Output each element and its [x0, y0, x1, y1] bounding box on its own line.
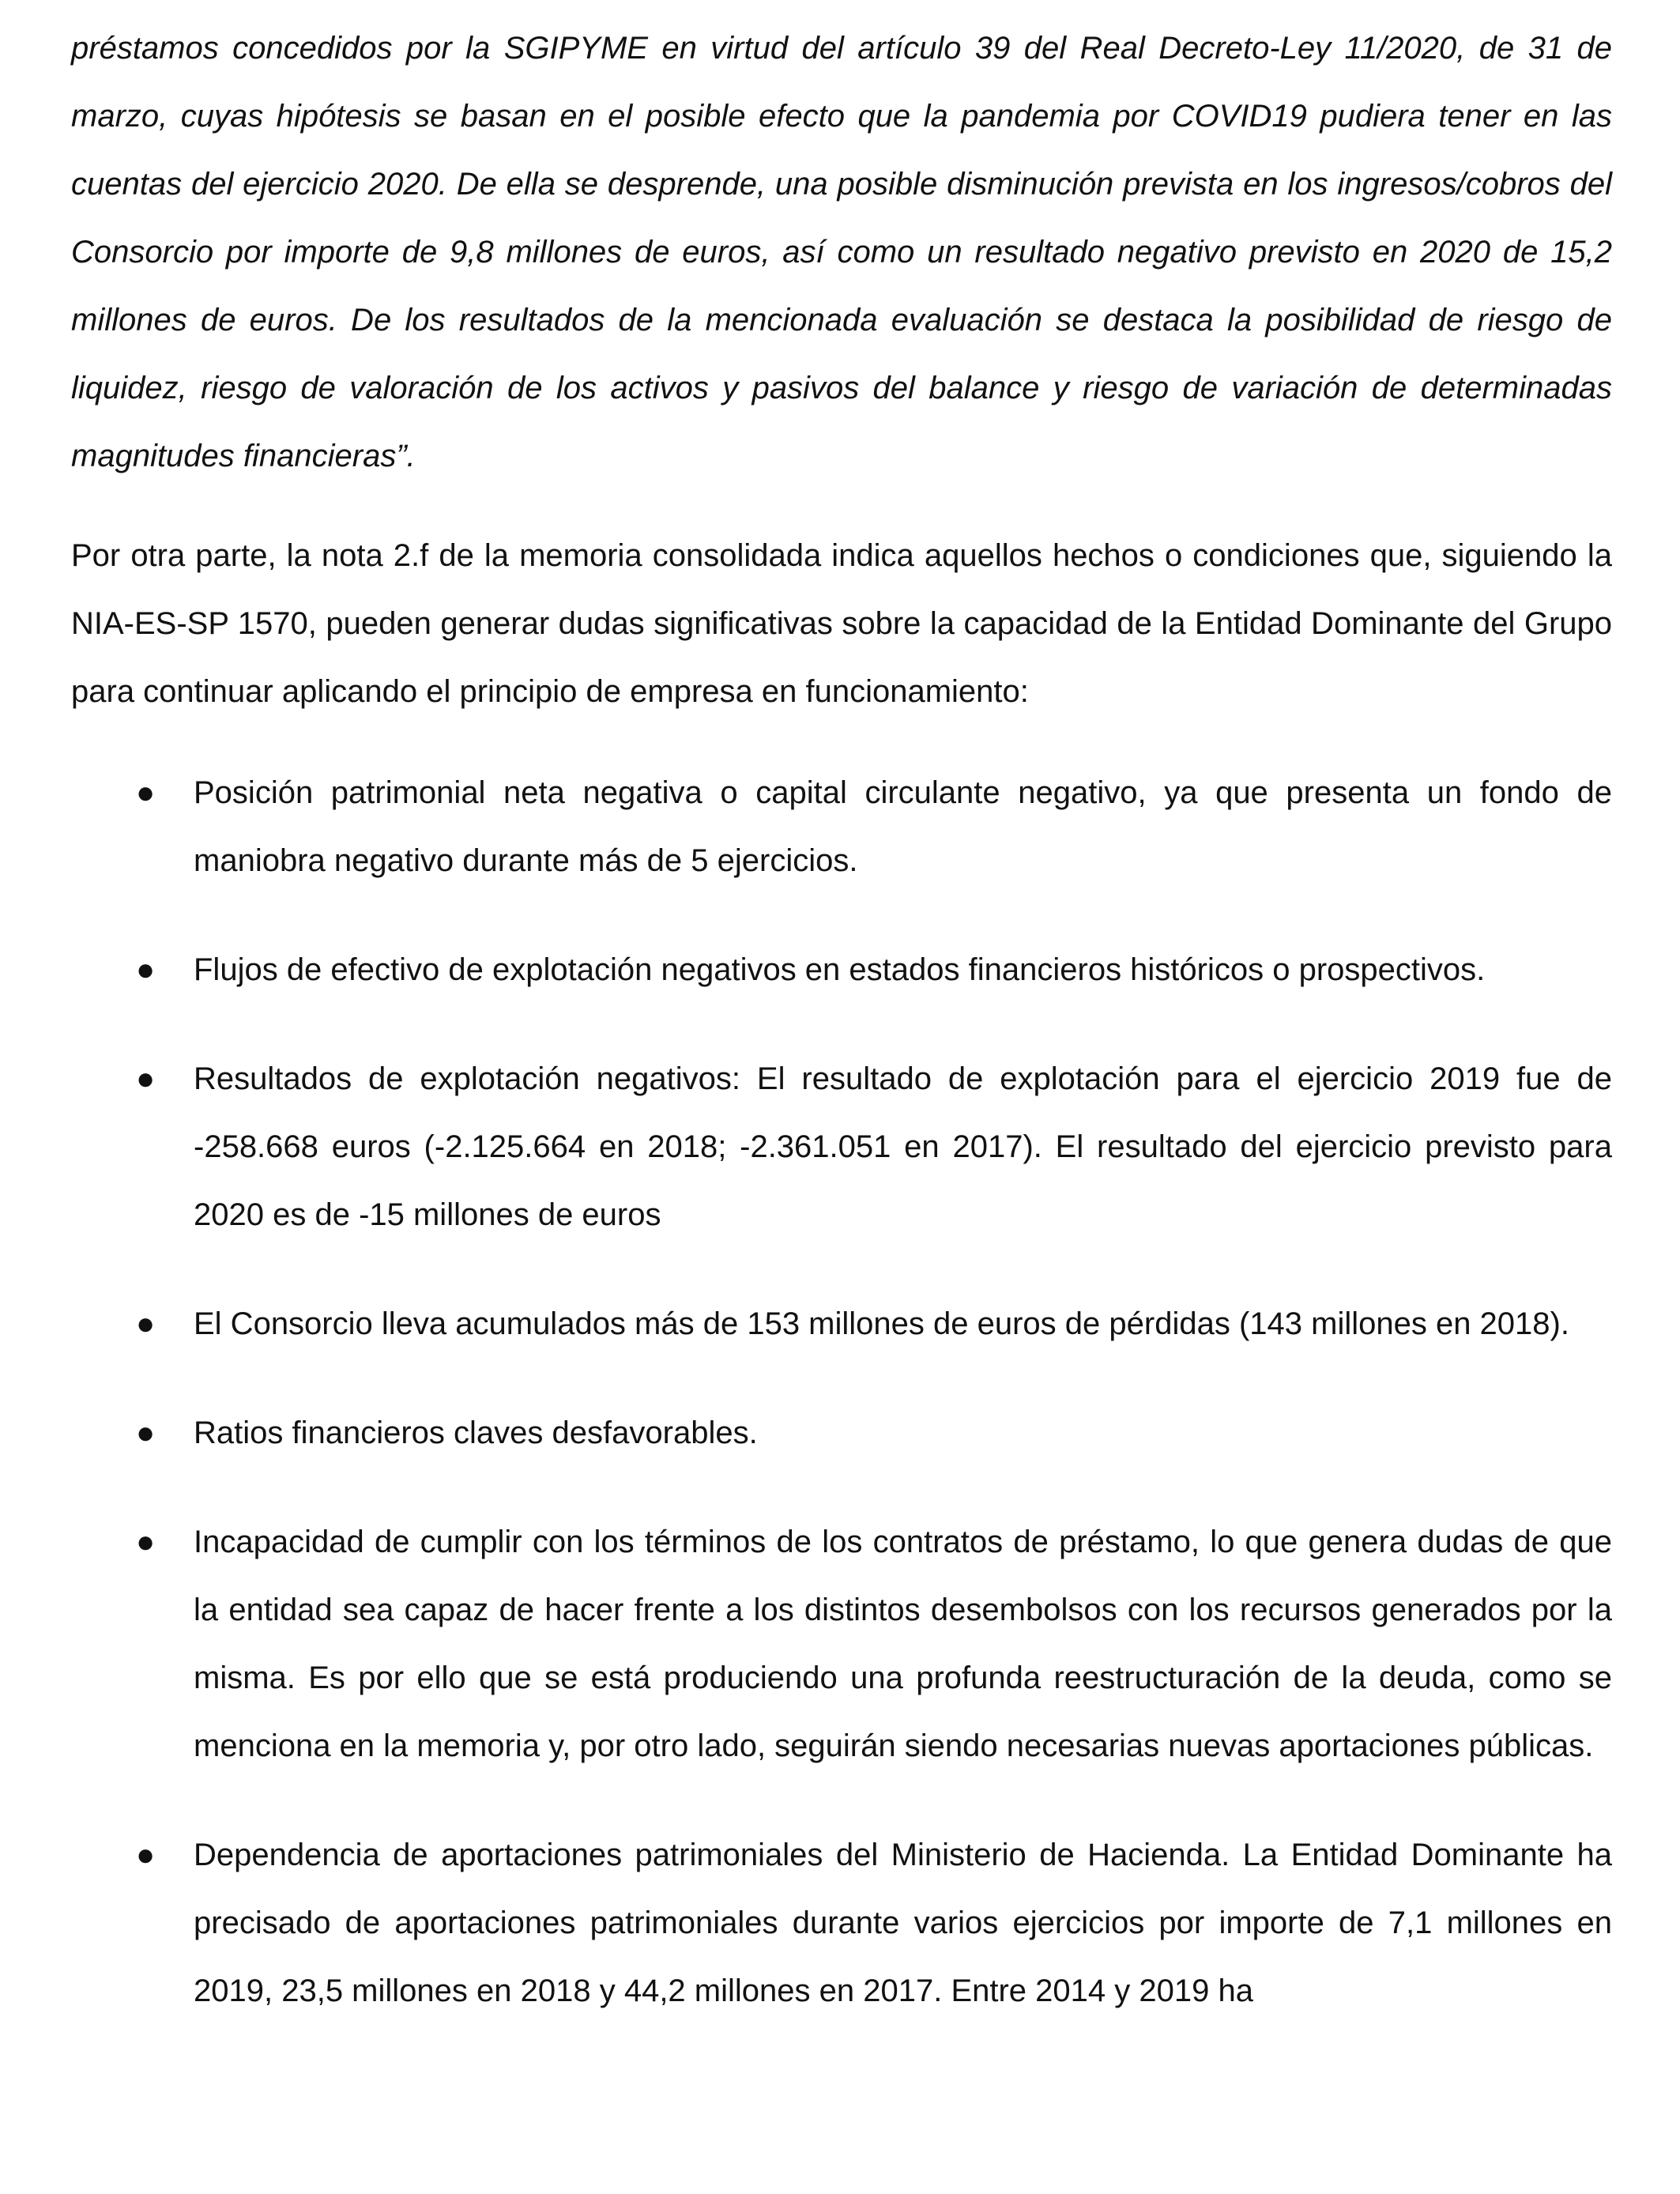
list-item — [71, 1399, 1612, 1467]
list-item — [71, 1045, 1612, 1249]
conditions-list — [71, 759, 1612, 2025]
bullet-icon: ● — [136, 1061, 156, 1096]
bullet-icon: ● — [136, 1416, 156, 1450]
intro-paragraph: Por otra parte, la nota 2.f de la memoria consolidada indica aquellos hechos o condiciones que, siguiendo la NIA-ES-SP 1570, pueden generar dudas significativas sobre la capacidad de la Entidad Dominante del Grupo para continuar aplicando el principio de empresa en funcionamiento: — [71, 538, 1612, 709]
bullet-icon: ● — [136, 952, 156, 987]
list-item-text: Posición patrimonial neta negativa o capital circulante negativo, ya que presenta un fondo de maniobra negativo durante más de 5 ejercicios. — [194, 775, 1612, 878]
list-item — [71, 1821, 1612, 2025]
bullet-icon: ● — [136, 1838, 156, 1872]
quoted-paragraph: préstamos concedidos por la SGIPYME en virtud del artículo 39 del Real Decreto-Ley 11/2020, de 31 de marzo, cuyas hipótesis se basan en el posible efecto que la pandemia por COVID19 pudiera tener en las cuentas del ejercicio 2020. De ella se desprende, una posible disminución prevista en los ingresos/cobros del Consorcio por importe de 9,8 millones de euros, así como un resultado negativo previsto en 2020 de 15,2 millones de euros. De los resultados de la mencionada evaluación se destaca la posibilidad de riesgo de liquidez, riesgo de valoración de los activos y pasivos del balance y riesgo de variación de determinadas magnitudes financieras”. — [71, 31, 1612, 473]
list-item-text: Flujos de efectivo de explotación negativos en estados financieros históricos o prospectivos. — [194, 952, 1486, 987]
list-item-text: Ratios financieros claves desfavorables. — [194, 1416, 758, 1450]
bullet-icon: ● — [136, 775, 156, 810]
bullet-icon: ● — [136, 1525, 156, 1559]
bullet-icon: ● — [136, 1306, 156, 1341]
list-item — [71, 1290, 1612, 1358]
list-item-text: Incapacidad de cumplir con los términos de los contratos de préstamo, lo que genera dudas de que la entidad sea capaz de hacer frente a los distintos desembolsos con los recursos generados por la misma. Es por ello que se está produciendo una profunda reestructuración de la deuda, como se menciona en la memoria y, por otro lado, seguirán siendo necesarias nuevas aportaciones públicas. — [194, 1525, 1612, 1763]
list-item — [71, 1508, 1612, 1780]
list-item — [71, 936, 1612, 1004]
document-page — [71, 14, 1612, 2025]
list-item — [71, 759, 1612, 895]
list-item-text: Resultados de explotación negativos: El resultado de explotación para el ejercicio 2019 fue de -258.668 euros (-2.125.664 en 2018; -2.361.051 en 2017). El resultado del ejercicio previsto para 2020 es de -15 millones de euros — [194, 1061, 1612, 1232]
list-item-text: Dependencia de aportaciones patrimoniales del Ministerio de Hacienda. La Entidad Dominante ha precisado de aportaciones patrimoniales durante varios ejercicios por importe de 7,1 millones en 2019, 23,5 millones en 2018 y 44,2 millones en 2017. Entre 2014 y 2019 ha — [194, 1838, 1612, 2008]
list-item-text: El Consorcio lleva acumulados más de 153 millones de euros de pérdidas (143 millones en 2018). — [194, 1306, 1569, 1341]
